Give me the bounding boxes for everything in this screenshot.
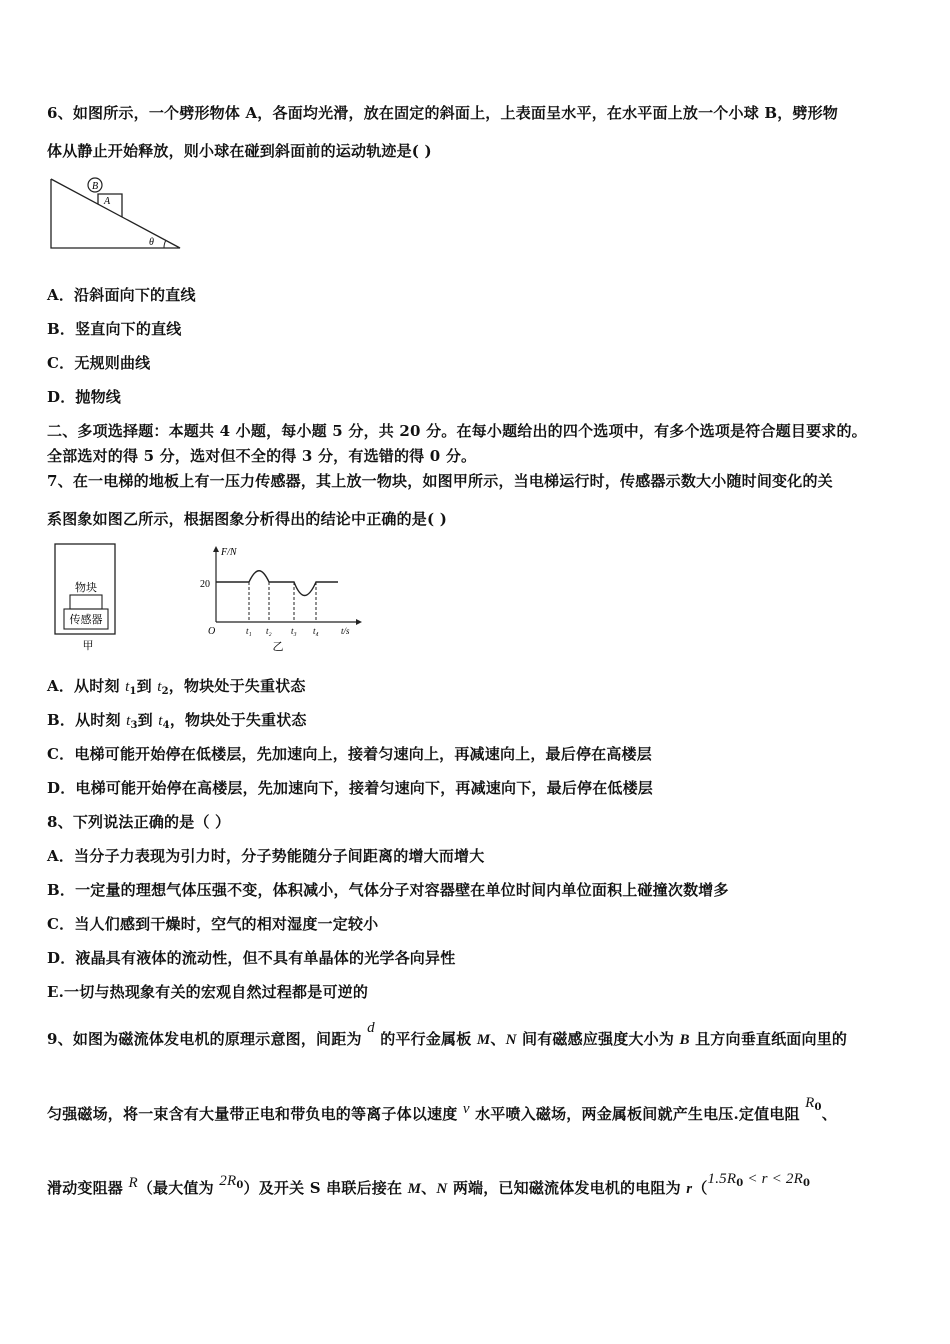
q7-opt-a-pre: A．从时刻 xyxy=(47,677,126,695)
graph-xtick-t1: t₁ xyxy=(246,626,252,636)
q9-l2c: 、 xyxy=(821,1105,837,1123)
q7-opt-a-t2: t xyxy=(157,679,162,695)
q7-stem-line1: 7、在一电梯的地板上有一压力传感器，其上放一物块，如图甲所示，当电梯运行时，传感器示数大小随时间变化的关 xyxy=(47,472,833,490)
q7-opt-b-t: t xyxy=(126,713,131,729)
section2-line1: 二、多项选择题：本题共 4 小题，每小题 5 分，共 20 分。在每小题给出的四个选项中，有多个选项是符合题目要求的。 xyxy=(47,422,867,440)
q9-l1c: 间有磁感应强度大小为 xyxy=(516,1030,680,1048)
block-label: 物块 xyxy=(75,582,97,594)
graph-xtick-t3: t₃ xyxy=(291,626,297,636)
q9-var-d: d xyxy=(367,1020,375,1036)
q8-option-d: D．液晶具有液体的流动性，但不具有单晶体的光学各向异性 xyxy=(47,949,456,967)
q9-sep2: 、 xyxy=(421,1179,437,1197)
q9-var-v: v xyxy=(462,1101,470,1117)
q7-opt-a-mid: 到 xyxy=(136,677,158,695)
q9-var-2r0: 2R xyxy=(219,1173,237,1189)
q7-opt-b-pre: B．从时刻 xyxy=(47,711,127,729)
q7-opt-a-t: t xyxy=(125,679,130,695)
q9-l1a: 9、如图为磁流体发电机的原理示意图，间距为 xyxy=(47,1030,368,1048)
graph-xtick-t2: t₂ xyxy=(266,626,272,636)
q7-option-b xyxy=(47,709,307,731)
wedge-label: A xyxy=(104,196,111,207)
q9-var-n2: N xyxy=(436,1181,448,1197)
q9-cond1-sub: 0 xyxy=(736,1178,744,1189)
q9-l3a: 滑动变阻器 xyxy=(47,1179,129,1197)
q9-l1d: 且方向垂直纸面向里的 xyxy=(689,1030,848,1048)
q9-var-r0: R xyxy=(805,1095,815,1111)
q9-sep: 、 xyxy=(490,1030,506,1048)
q9-line2 xyxy=(47,1095,837,1125)
q9-l1b: 的平行金属板 xyxy=(374,1030,477,1048)
caption-yi: 乙 xyxy=(272,641,284,653)
q9-l3d: 两端，已知磁流体发电机的电阻为 xyxy=(447,1179,687,1197)
q9-l3e: （ xyxy=(692,1179,708,1197)
q7-opt-b-sub2: 4 xyxy=(162,720,170,731)
q7-opt-a-post: ，物块处于失重状态 xyxy=(168,677,306,695)
q7-option-a xyxy=(47,675,306,697)
graph-xtick-t4: t₄ xyxy=(313,626,319,636)
q7-opt-b-sub1: 3 xyxy=(130,720,138,731)
q6-stem-line1: 6、如图所示，一个劈形物体 A，各面均光滑，放在固定的斜面上，上表面呈水平，在水平面上放一个小球 B，劈形物 xyxy=(47,104,839,122)
sensor-label: 传感器 xyxy=(69,614,103,626)
graph-ylabel: F/N xyxy=(221,547,237,558)
graph-origin: O xyxy=(208,626,216,637)
q7-option-c: C．电梯可能开始停在低楼层，先加速向上，接着匀速向上，再减速向上，最后停在高楼层 xyxy=(47,745,652,763)
q9-var-r: R xyxy=(128,1175,138,1191)
q9-var-n: N xyxy=(505,1032,517,1048)
q6-option-a: A．沿斜面向下的直线 xyxy=(47,286,196,304)
q8-option-a: A．当分子力表现为引力时，分子势能随分子间距离的增大而增大 xyxy=(47,847,485,865)
q9-l3b: （最大值为 xyxy=(137,1179,220,1197)
q7-option-d: D．电梯可能开始停在高楼层，先加速向下，接着匀速向下，再减速向下，最后停在低楼层 xyxy=(47,779,654,797)
q8-option-b: B．一定量的理想气体压强不变，体积减小，气体分子对容器壁在单位时间内单位面积上碰撞次数增多 xyxy=(47,881,729,899)
ball-label: B xyxy=(91,181,99,192)
graph-ytick: 20 xyxy=(200,579,210,590)
q7-stem-line2: 系图象如图乙所示，根据图象分析得出的结论中正确的是( ) xyxy=(47,510,448,528)
q7-opt-b-t2: t xyxy=(158,713,163,729)
q7-opt-b-post: ，物块处于失重状态 xyxy=(169,711,307,729)
q7-opt-a-sub1: 1 xyxy=(129,686,137,697)
q9-cond1: 1.5R xyxy=(707,1171,737,1187)
q7-opt-b-mid: 到 xyxy=(137,711,159,729)
q8-option-e: E.一切与热现象有关的宏观自然过程都是可逆的 xyxy=(47,983,369,1001)
q9-line1 xyxy=(47,1020,848,1049)
q6-option-d: D．抛物线 xyxy=(47,388,122,406)
q7-figure-yi-graph xyxy=(196,542,366,654)
q9-var-m2: M xyxy=(407,1181,422,1197)
q9-var-b: B xyxy=(679,1032,690,1048)
angle-label: θ xyxy=(149,237,154,248)
q8-option-c: C．当人们感到干燥时，空气的相对湿度一定较小 xyxy=(47,915,379,933)
q7-opt-a-sub2: 2 xyxy=(161,686,169,697)
q6-stem-line2: 体从静止开始释放，则小球在碰到斜面前的运动轨迹是( ) xyxy=(47,142,432,160)
q6-incline-figure xyxy=(46,176,186,254)
q9-cond2-sub: 0 xyxy=(802,1178,811,1189)
q9-l3c: ）及开关 S 串联后接在 xyxy=(243,1179,408,1197)
q9-l2a: 匀强磁场，将一束含有大量带正电和带负电的等离子体以速度 xyxy=(47,1105,463,1123)
q8-stem: 8、下列说法正确的是（ ） xyxy=(47,813,231,831)
q9-var-m: M xyxy=(476,1032,491,1048)
q9-var-r-small: r xyxy=(686,1181,693,1197)
q9-cond2: < r < 2R xyxy=(743,1171,803,1187)
section2-line2: 全部选对的得 5 分，选对但不全的得 3 分，有选错的得 0 分。 xyxy=(47,447,477,465)
q9-var-r0-sub: 0 xyxy=(814,1102,822,1113)
q6-option-c: C．无规则曲线 xyxy=(47,354,151,372)
q9-var-2r0-sub: 0 xyxy=(236,1180,244,1191)
caption-jia: 甲 xyxy=(82,640,94,652)
q9-l2b: 水平喷入磁场，两金属板间就产生电压.定值电阻 xyxy=(469,1105,806,1123)
q9-line3 xyxy=(47,1171,811,1199)
q6-option-b: B．竖直向下的直线 xyxy=(47,320,182,338)
graph-xlabel: t/s xyxy=(341,626,350,636)
q7-figure-jia xyxy=(50,541,122,653)
